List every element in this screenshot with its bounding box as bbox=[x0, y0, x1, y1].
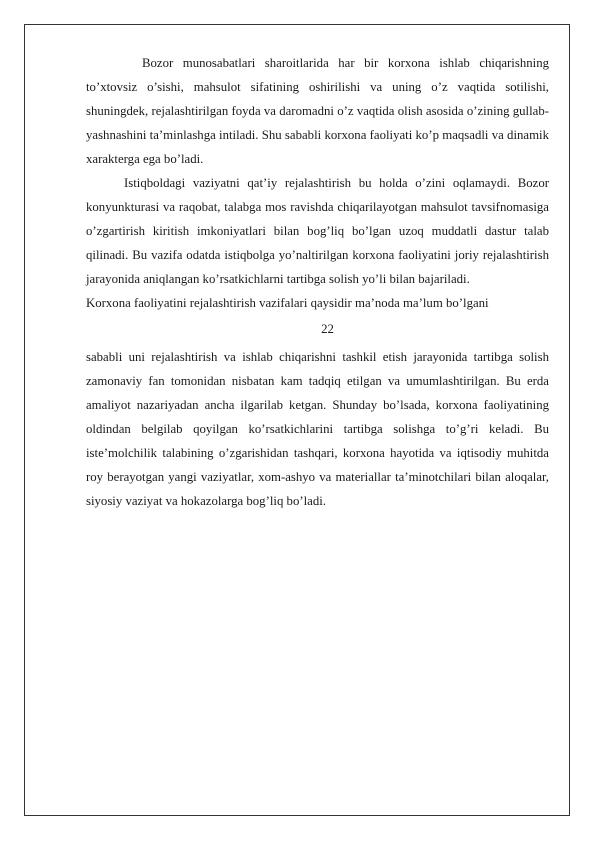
paragraph-3: Korxona faoliyatini rejalashtirish vazifalari qaysidir ma’noda ma’lum bo’lgani bbox=[86, 296, 489, 310]
paragraph-2: Istiqboldagi vaziyatni qat’iy rejalashtirish bu holda o’zini oqlamaydi. Bozor konyunkturasi va raqobat, talabga mos ravishda chiqarilayotgan mahsulot tavsifnomasiga o’zgartirish kiritish imkoniyatlari bilan bog’liq bo’lgan uzoq muddatli dastur talab qilinadi. Bu vazifa odatda istiqbolga yo’naltirilgan korxona faoliyatini joriy rejalashtirish jarayonida aniqlangan ko’rsatkichlarni tartibga solish yo’li bilan bajariladi. bbox=[86, 176, 549, 286]
document-body bbox=[86, 51, 549, 513]
page-number: 22 bbox=[321, 322, 334, 336]
paragraph-1: Bozor munosabatlari sharoitlarida har bir korxona ishlab chiqarishning to’xtovsiz o’sishi, mahsulot sifatining oshirilishi va uning o’z vaqtida sotilishi, shuningdek, rejalashtirilgan foyda va daromadni o’z vaqtida olish asosida o’zining gullab-yashnashini ta’minlashga intiladi. Shu sababli korxona faoliyati ko’p maqsadli va dinamik xarakterga ega bo’ladi. bbox=[86, 56, 549, 166]
paragraph-4: sababli uni rejalashtirish va ishlab chiqarishni tashkil etish jarayonida tartibga solish zamonaviy fan tomonidan nisbatan kam tadqiq etilgan va umumlashtirilgan. Bu erda amaliyot nazariyadan ancha ilgarilab ketgan. Shunday bo’lsada, korxona faoliyatining oldindan belgilab qoyilgan ko’rsatkichlarini tartibga solishga to’g’ri keladi. Bu iste’molchilik talabining o’zgarishidan tashqari, korxona hayotida va iqtisodiy muhitda roy berayotgan yangi vaziyatlar, xom-ashyo va materiallar ta’minotchilari bilan aloqalar, siyosiy vaziyat va hokazolarga bog’liq bo’ladi. bbox=[86, 350, 549, 508]
